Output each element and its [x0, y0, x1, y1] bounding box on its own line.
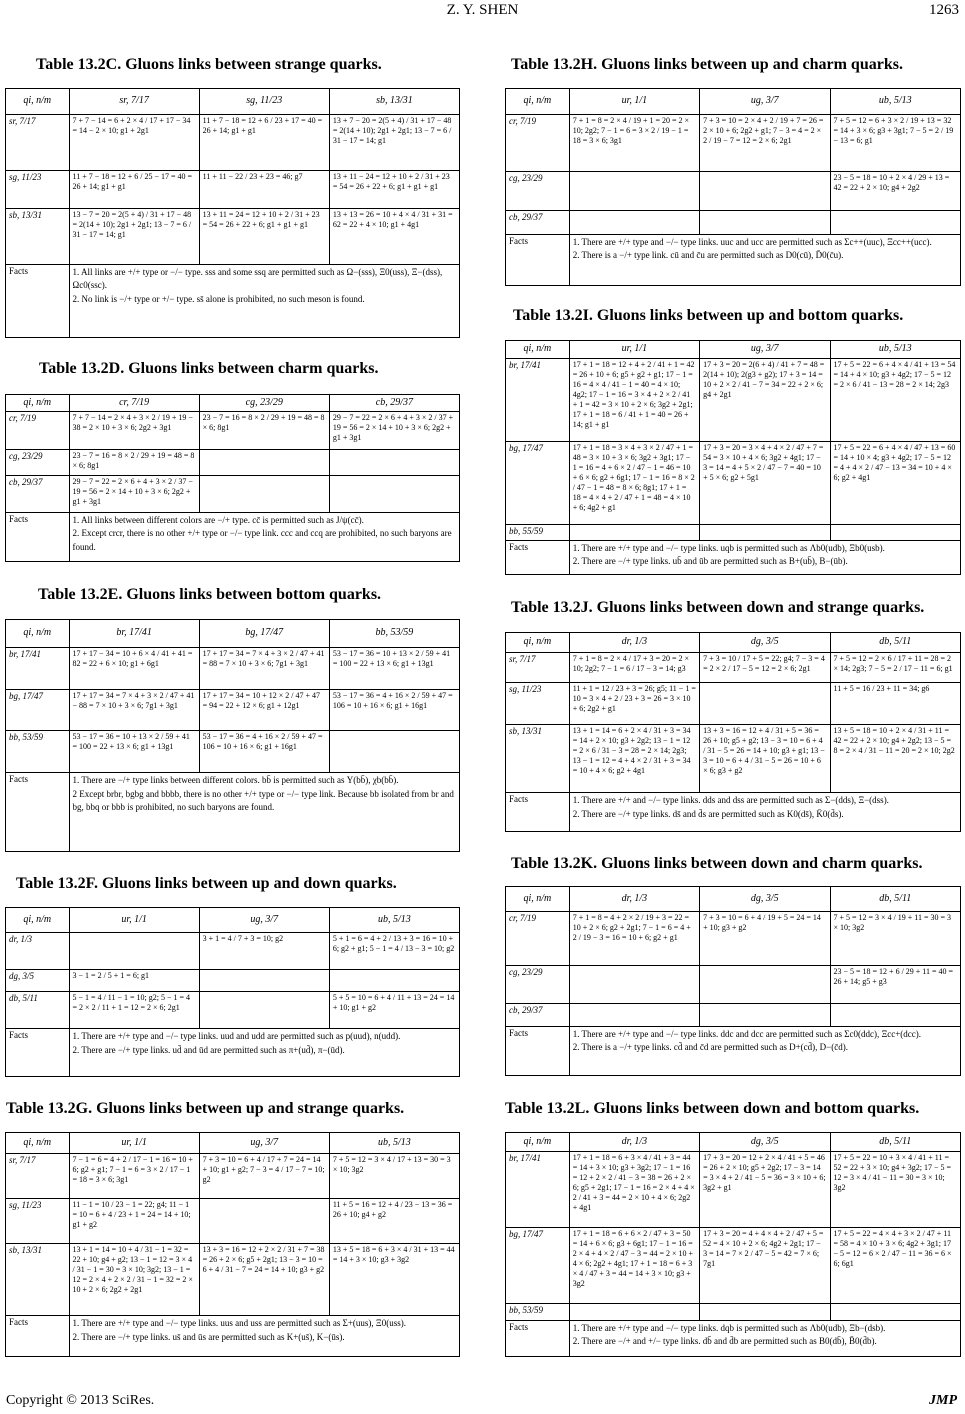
table-row: [6, 412, 460, 449]
table-cell: 7 + 1 = 8 = 2 × 4 / 17 + 3 = 20 = 2 × 10; 2g2; 7 − 1 = 6 / 17 − 3 = 14; g3: [569, 652, 699, 682]
column-header: sg, 11/23: [199, 89, 329, 115]
table-cell: 17 + 1 = 18 = 6 + 6 × 2 / 47 + 3 = 50 = 14 + 6 × 6; g3 + 6g1; 17 − 1 = 16 = 2 × 4 + 4 × 2 / 47 − 3 = 44 = 2 × 10 + 4 × 6; 2g2 + 4g1; 17 + 1 = 18 = 6 + 3 × 4 / 47 + 3 = 44 = 14 + 3 × 10; g3 + 3g2: [569, 1227, 699, 1303]
table-cell: 7 − 1 = 6 = 4 + 2 / 17 − 1 = 16 = 10 + 6; g2 + g1; 7 − 1 = 6 = 3 × 2 / 17 − 1 = 18 = 3 × 6; 3g1: [69, 1154, 199, 1199]
table-cell: 17 + 3 = 20 = 12 + 2 × 4 / 41 + 5 = 46 = 26 + 2 × 10; g5 + 2g2; 17 − 3 = 14 = 3 × 4 + 2 / 41 − 5 = 36 = 3 × 10 + 6; 3g2 + g1: [700, 1151, 830, 1227]
facts-label: Facts: [6, 773, 70, 852]
column-header: dg, 3/5: [700, 887, 830, 912]
table-cell: 17 + 1 = 18 = 3 × 4 + 3 × 2 / 47 + 1 = 48 = 3 × 10 + 3 × 6; 3g2 + 3g1; 17 − 1 = 16 = 4 + 6 × 2 / 47 − 1 = 46 = 10 + 6 × 6; g2 + 6g1; 17 − 1 = 16 = 8 × 2 / 47 − 1 = 48 = 8 × 6; 8g1; 17 + 1 = 18 = 4 × 4 + 2 / 47 + 1 = 48 = 4 × 10 + 6; 4g2 + g1: [569, 441, 699, 524]
facts-label: Facts: [506, 234, 570, 285]
table-g: [5, 1132, 460, 1357]
column-header: db, 5/11: [830, 633, 960, 653]
facts-label: Facts: [506, 1026, 570, 1075]
facts-list: [69, 773, 459, 852]
corner-cell: qi, n/m: [506, 1133, 570, 1152]
table-header-row: [506, 341, 961, 359]
table-cell: 53 − 17 = 36 = 10 + 13 × 2 / 59 + 41 = 100 = 22 + 13 × 6; g1 + 13g1: [69, 731, 199, 773]
table-cell: 7 + 7 − 14 = 6 + 2 × 4 / 17 + 17 − 34 = 14 − 2 × 10; g1 + 2g1: [69, 115, 199, 171]
table-cell: 13 + 5 = 18 = 6 + 3 × 4 / 31 + 13 = 44 = 14 + 3 × 10; g3 + 3g2: [329, 1243, 459, 1315]
table-cell: 7 + 3 = 10 = 6 + 4 / 17 + 7 = 24 = 14 + 10; g1 + g2; 7 − 3 = 4 / 17 − 7 = 10; g2: [199, 1154, 329, 1199]
row-header: bb, 53/59: [6, 731, 70, 773]
row-header: db, 5/11: [6, 992, 70, 1029]
facts-row: [506, 540, 961, 574]
column-header: ub, 5/13: [830, 89, 960, 115]
facts-row: [506, 1320, 961, 1356]
facts-list: [569, 793, 960, 832]
table-header-row: [6, 908, 460, 933]
column-header: dr, 1/3: [569, 887, 699, 912]
table-cell: 11 + 7 − 18 = 12 + 6 / 23 + 17 = 40 = 26 + 14; g1 + g1: [199, 115, 329, 171]
table-cell: 17 + 1 = 18 = 6 + 3 × 4 / 41 + 3 = 44 = 14 + 3 × 10; g3 + 3g2; 17 − 1 = 16 = 12 + 2 × 2 / 41 − 3 = 38 = 26 + 2 × 6; g5 + 2g1; 17 − 1 = 16 = 2 × 4 + 4 × 2 / 41 + 3 = 44 = 2 × 10 + 4 × 6; 2g2 + 4g1: [569, 1151, 699, 1227]
row-header: cb, 29/37: [506, 1003, 570, 1026]
column-header: dr, 1/3: [569, 633, 699, 653]
row-header: br, 17/41: [6, 648, 70, 690]
table-row: [6, 170, 460, 209]
table-k-title: Table 13.2K. Gluons links between down and charm quarks.: [511, 855, 923, 872]
facts-list: [69, 264, 459, 337]
corner-cell: qi, n/m: [6, 908, 70, 933]
table-cell: [199, 969, 329, 992]
table-cell: 11 + 5 = 16 = 12 + 4 / 23 − 13 = 36 = 26 + 10; g4 + g2: [329, 1199, 459, 1244]
table-cell: 17 + 17 = 34 = 10 + 12 × 2 / 47 + 47 = 94 = 22 + 12 × 6; g1 + 12g1: [199, 689, 329, 731]
facts-row: [6, 512, 460, 561]
table-cell: 7 + 5 = 12 = 6 + 3 × 2 / 19 + 13 = 32 = 14 + 3 × 6; g3 + 3g1; 7 − 5 = 2 / 19 − 13 = 6; g1: [830, 115, 960, 171]
row-header: bg, 17/47: [506, 1227, 570, 1303]
table-row: [6, 969, 460, 992]
row-header: dr, 1/3: [6, 932, 70, 969]
table-cell: [700, 966, 830, 1004]
table-cell: [700, 524, 830, 540]
table-cell: 17 + 5 = 22 = 6 + 4 × 4 / 47 + 13 = 60 = 14 + 10 × 4; g3 + 4g2; 17 − 5 = 12 = 4 + 4 × 2 / 47 − 13 = 34 = 10 + 4 × 6; g2 + 4g1: [830, 441, 960, 524]
fact-item: 1. All links between different colors are −/+ type. cc̄ is permitted such as J/ψ(cc̄).: [72, 514, 364, 525]
table-c-title: Table 13.2C. Gluons links between strange quarks.: [36, 56, 382, 73]
fact-item: 2. There is a −/+ type links. cd̄ and c̄d are permitted such as D+(cd̄), D−(c̄d).: [572, 1042, 848, 1053]
table-cell: 17 + 5 = 22 = 4 × 4 + 3 × 2 / 47 + 11 = 58 = 4 × 10 + 3 × 6; 4g2 + 3g1; 17 − 5 = 12 = 6 × 2 / 47 − 11 = 36 = 6 × 6; 6g1: [830, 1227, 960, 1303]
table-cell: 17 + 5 = 22 = 6 + 4 × 4 / 41 + 13 = 54 = 14 + 4 × 10; g3 + 4g2; 17 − 5 = 12 = 2 × 6 / 41 − 13 = 28 = 2 × 14; 2g3: [830, 358, 960, 441]
table-cell: 5 + 1 = 6 = 4 + 2 / 13 + 3 = 16 = 10 + 6; g2 + g1; 5 − 1 = 4 / 13 − 3 = 10; g2: [329, 932, 459, 969]
table-row: [506, 1003, 961, 1026]
column-header: db, 5/11: [830, 1133, 960, 1152]
table-cell: [700, 171, 830, 210]
table-header-row: [6, 395, 460, 412]
facts-row: [506, 234, 961, 285]
table-cell: 11 + 7 − 18 = 12 + 6 / 25 − 17 = 40 = 26 + 14; g1 + g1: [69, 170, 199, 209]
fact-item: 2. There are −/+ type links. us̄ and ūs are permitted such as K+(us̄), K−(ūs).: [72, 1331, 345, 1342]
table-c: [5, 88, 460, 338]
facts-label: Facts: [6, 1029, 70, 1077]
row-header: sg, 11/23: [6, 170, 70, 209]
facts-row: [6, 264, 460, 337]
table-cell: 7 + 3 = 10 / 17 + 5 = 22; g4; 7 − 3 = 4 = 2 × 2 / 17 − 5 = 12 = 2 × 6; 2g1: [700, 652, 830, 682]
table-header-row: [6, 1133, 460, 1154]
table-cell: [569, 171, 699, 210]
table-cell: [830, 1303, 960, 1320]
table-cell: [199, 475, 329, 512]
corner-cell: qi, n/m: [506, 887, 570, 912]
facts-row: [6, 1029, 460, 1077]
table-cell: 53 − 17 = 36 = 10 + 13 × 2 / 59 + 41 = 100 = 22 + 13 × 6; g1 + 13g1: [329, 648, 459, 690]
table-cell: 17 + 17 = 34 = 7 × 4 + 3 × 2 / 47 + 41 − 88 = 7 × 10 + 3 × 6; 7g1 + 3g1: [69, 689, 199, 731]
table-row: [506, 115, 961, 171]
facts-row: [6, 773, 460, 852]
table-cell: 17 + 17 = 34 = 7 × 4 + 3 × 2 / 47 + 41 = 88 = 7 × 10 + 3 × 6; 7g1 + 3g1: [199, 648, 329, 690]
column-header: dg, 3/5: [700, 1133, 830, 1152]
journal-abbrev: JMP: [929, 1393, 957, 1408]
table-row: [506, 210, 961, 234]
table-cell: [199, 449, 329, 475]
facts-label: Facts: [6, 1316, 70, 1357]
table-row: [6, 1199, 460, 1244]
column-header: ug, 3/7: [700, 341, 830, 359]
fact-item: 1. There are +/+ type and −/− type links. uus and uss are permitted such as Σ+(uus), Ξ0(uss).: [72, 1318, 406, 1329]
facts-label: Facts: [506, 540, 570, 574]
table-l: [505, 1132, 961, 1357]
table-cell: 7 + 3 = 10 = 2 × 4 + 2 / 19 + 7 = 26 = 2 × 10 + 6; 2g2 + g1; 7 − 3 = 4 = 2 × 2 / 19 − 7 = 12 = 2 × 6; 2g1: [700, 115, 830, 171]
table-cell: 3 − 1 = 2 / 5 + 1 = 6; g1: [69, 969, 199, 992]
table-cell: 13 + 3 = 16 = 12 + 2 × 2 / 31 + 7 = 38 = 26 + 2 × 6; g5 + 2g1; 13 − 3 = 10 = 6 + 4 / 31 − 7 = 24 = 14 + 10; g3 + g2: [199, 1243, 329, 1315]
corner-cell: qi, n/m: [6, 1133, 70, 1154]
table-cell: [830, 1003, 960, 1026]
table-cell: [700, 1003, 830, 1026]
table-cell: 11 + 5 = 16 / 23 + 11 = 34; g6: [830, 682, 960, 725]
table-row: [6, 1243, 460, 1315]
page-number: 1263: [929, 2, 959, 18]
table-j-title: Table 13.2J. Gluons links between down and strange quarks.: [511, 599, 925, 616]
facts-row: [506, 1026, 961, 1075]
column-header: bb, 53/59: [329, 620, 459, 648]
table-cell: 17 + 17 − 34 = 10 + 6 × 4 / 41 + 41 = 82 = 22 + 6 × 10; g1 + 6g1: [69, 648, 199, 690]
column-header: dr, 1/3: [569, 1133, 699, 1152]
row-header: cg, 23/29: [506, 966, 570, 1004]
fact-item: 2. There is a −/+ type link. cū and c̄u are permitted such as D0(cū), D̄0(c̄u).: [572, 250, 844, 261]
table-cell: 7 + 1 = 8 = 2 × 4 / 19 + 1 = 20 = 2 × 10; 2g2; 7 − 1 = 6 = 3 × 2 / 19 − 1 = 18 = 3 × 6; 3g1: [569, 115, 699, 171]
table-row: [506, 1151, 961, 1227]
corner-cell: qi, n/m: [506, 341, 570, 359]
row-header: sr, 7/17: [506, 652, 570, 682]
facts-label: Facts: [506, 793, 570, 832]
table-row: [6, 689, 460, 731]
table-cell: [329, 969, 459, 992]
facts-list: [69, 1316, 459, 1357]
table-cell: 13 + 1 = 14 = 10 + 4 / 31 − 1 = 32 = 22 + 10; g4 + g2; 13 − 1 = 12 = 3 × 4 / 31 − 1 = 30 = 3 × 10; 3g2; 13 − 1 = 12 = 2 × 4 + 2 × 2 / 31 − 1 = 32 = 2 × 10 + 2 × 6; 2g2 + 2g1: [69, 1243, 199, 1315]
fact-item: 1. All links are +/+ type or −/− type. sss and some ssq are permitted such as Ω−(sss), Ξ0(uss), Ξ−(dss), Ωc0(ssc).: [72, 266, 443, 291]
facts-list: [569, 1026, 960, 1075]
table-cell: [700, 210, 830, 234]
table-cell: [700, 1303, 830, 1320]
table-row: [6, 648, 460, 690]
table-cell: [830, 210, 960, 234]
table-d-title: Table 13.2D. Gluons links between charm quarks.: [39, 360, 379, 377]
column-header: br, 17/41: [69, 620, 199, 648]
row-header: sb, 13/31: [6, 1243, 70, 1315]
facts-label: Facts: [506, 1320, 570, 1356]
table-cell: 53 − 17 = 36 = 4 + 16 × 2 / 59 + 47 = 106 = 10 + 16 × 6; g1 + 16g1: [199, 731, 329, 773]
table-header-row: [506, 887, 961, 912]
row-header: cg, 23/29: [6, 449, 70, 475]
table-row: [506, 524, 961, 540]
fact-item: 2. No link is −/+ type or +/− type. ss̄ alone is prohibited, no such meson is found.: [72, 293, 365, 304]
table-row: [6, 475, 460, 512]
table-l-title: Table 13.2L. Gluons links between down and bottom quarks.: [505, 1100, 920, 1117]
fact-item: 2. Except crcr, there is no other +/+ type or −/− type link. ccc and ccq are prohibited, no such baryons are found.: [72, 528, 452, 552]
table-row: [6, 209, 460, 265]
table-cell: 7 + 3 = 10 = 6 + 4 / 19 + 5 = 24 = 14 + 10; g3 + g2: [700, 912, 830, 966]
table-h-title: Table 13.2H. Gluons links between up and charm quarks.: [511, 56, 903, 73]
column-header: ug, 3/7: [199, 908, 329, 933]
table-cell: 11 − 1 = 10 / 23 − 1 = 22; g4; 11 − 1 = 10 = 6 + 4 / 23 + 1 = 24 = 14 + 10; g1 + g2: [69, 1199, 199, 1244]
row-header: sg, 11/23: [6, 1199, 70, 1244]
fact-item: 1. There are +/+ type and −/− type links. uuc and ucc are permitted such as Σc++(uuc), Ξcc++(ucc).: [572, 236, 932, 247]
table-cell: [329, 475, 459, 512]
fact-item: 2. There are −/+ type links. ub̄ and ūb are permitted such as B+(ub̄), B−(ūb).: [572, 556, 848, 567]
table-k: [505, 886, 961, 1076]
table-cell: [199, 1199, 329, 1244]
table-cell: 5 + 5 = 10 = 6 + 4 / 11 + 13 = 24 = 14 + 10; g1 + g2: [329, 992, 459, 1029]
table-row: [6, 932, 460, 969]
row-header: sr, 7/17: [6, 115, 70, 171]
table-cell: 13 + 5 = 18 = 10 + 2 × 4 / 31 + 11 = 42 = 22 + 2 × 10; g4 + 2g2; 13 − 5 = 8 = 2 × 4 / 31 − 11 = 20 = 2 × 10; 2g2: [830, 725, 960, 793]
table-d: [5, 394, 460, 562]
row-header: bb, 55/59: [506, 524, 570, 540]
table-row: [6, 449, 460, 475]
table-row: [506, 358, 961, 441]
fact-item: 2. There are −/+ and +/− type links. db̄ and d̄b are permitted such as B0(db̄), B̄0(d̄b).: [572, 1336, 877, 1347]
table-cell: [199, 992, 329, 1029]
fact-item: 1. There are +/+ type and −/− type links. uud and udd are permitted such as p(uud), n(udd).: [72, 1031, 401, 1042]
table-cell: 29 − 7 = 22 = 2 × 6 + 4 + 3 × 2 / 37 − 19 = 56 = 2 × 14 + 10 + 3 × 6; 2g2 + g1 + 3g1: [69, 475, 199, 512]
table-row: [506, 1303, 961, 1320]
table-cell: 7 + 5 = 12 = 3 × 4 / 17 + 13 = 30 = 3 × 10; 3g2: [329, 1154, 459, 1199]
fact-item: 1. There are +/+ and −/− type links. dds and dss are permitted such as Σ−(dds), Ξ−(dss).: [572, 795, 889, 806]
column-header: sr, 7/17: [69, 89, 199, 115]
facts-row: [6, 1316, 460, 1357]
facts-list: [569, 540, 960, 574]
fact-item: 1. There are −/+ type links between different colors. bb̄ is permitted such as Υ(bb̄), χb(bb̄).: [72, 775, 399, 786]
table-row: [6, 992, 460, 1029]
table-row: [506, 652, 961, 682]
table-cell: [569, 1003, 699, 1026]
column-header: ur, 1/1: [569, 341, 699, 359]
row-header: cb, 29/37: [506, 210, 570, 234]
fact-item: 1. There are +/+ type and −/− type links. uqb is permitted such as Λb0(udb), Ξb0(usb).: [572, 542, 885, 553]
table-cell: [569, 210, 699, 234]
corner-cell: qi, n/m: [6, 89, 70, 115]
table-e-title: Table 13.2E. Gluons links between bottom quarks.: [38, 586, 382, 603]
table-row: [506, 912, 961, 966]
table-h: [505, 88, 961, 286]
facts-list: [569, 234, 960, 285]
table-cell: 23 − 5 = 18 = 10 + 2 × 4 / 29 + 13 = 42 = 22 + 2 × 10; g4 + 2g2: [830, 171, 960, 210]
copyright: Copyright © 2013 SciRes.: [6, 1393, 155, 1408]
table-cell: 53 − 17 = 36 = 4 + 16 × 2 / 59 + 47 = 106 = 10 + 16 × 6; g1 + 16g1: [329, 689, 459, 731]
column-header: bg, 17/47: [199, 620, 329, 648]
table-cell: 23 − 5 = 18 = 12 + 6 / 29 + 11 = 40 = 26 + 14; g5 + g3: [830, 966, 960, 1004]
column-header: dg, 3/5: [700, 633, 830, 653]
table-header-row: [506, 1133, 961, 1152]
row-header: sg, 11/23: [506, 682, 570, 725]
table-header-row: [6, 620, 460, 648]
column-header: ur, 1/1: [569, 89, 699, 115]
table-cell: 29 − 7 = 22 = 2 × 6 + 4 + 3 × 2 / 37 + 19 = 56 = 2 × 14 + 10 + 3 × 6; 2g2 + g1 + 3g1: [329, 412, 459, 449]
row-header: cr, 7/19: [6, 412, 70, 449]
table-cell: 13 + 11 = 24 = 12 + 10 + 2 / 31 + 23 = 54 = 26 + 22 + 6; g1 + g1 + g1: [199, 209, 329, 265]
table-cell: 3 + 1 = 4 / 7 + 3 = 10; g2: [199, 932, 329, 969]
facts-label: Facts: [6, 264, 70, 337]
table-cell: 13 + 11 − 24 = 12 + 10 + 2 / 31 + 23 = 54 = 26 + 22 + 6; g1 + g1 + g1: [329, 170, 459, 209]
corner-cell: qi, n/m: [506, 89, 570, 115]
table-cell: 17 + 3 = 20 = 3 × 4 + 4 × 2 / 47 + 7 = 54 = 3 × 10 + 4 × 6; 3g2 + 4g1; 17 − 3 = 14 = 4 + 5 × 2 / 47 − 7 = 40 = 10 + 5 × 6; g2 + 5g1: [700, 441, 830, 524]
table-row: [506, 725, 961, 793]
table-cell: [69, 932, 199, 969]
table-cell: [329, 449, 459, 475]
table-row: [506, 171, 961, 210]
table-row: [6, 115, 460, 171]
row-header: dg, 3/5: [6, 969, 70, 992]
fact-item: 2. There are −/+ type links. ud̄ and ūd are permitted such as π+(ud̄), π−(ūd).: [72, 1044, 345, 1055]
table-cell: 11 + 11 − 22 / 23 + 23 = 46; g7: [199, 170, 329, 209]
column-header: db, 5/11: [830, 887, 960, 912]
table-f-title: Table 13.2F. Gluons links between up and down quarks.: [16, 875, 397, 892]
column-header: cr, 7/19: [69, 395, 199, 412]
table-row: [6, 1154, 460, 1199]
column-header: ur, 1/1: [69, 908, 199, 933]
table-cell: 17 + 1 = 18 = 12 + 4 + 2 / 41 + 1 = 42 = 26 + 10 + 6; g5 + g2 + g1; 17 − 1 = 16 = 4 × 4 / 41 − 1 = 40 = 4 × 10; 4g2; 17 − 1 = 16 = 3 × 4 + 2 × 2 / 41 + 1 = 42 = 3 × 10 + 2 × 6; 3g2 + 2g1; 17 + 1 = 18 = 6 / 41 + 1 = 40 = 26 + 14; g1 + g1: [569, 358, 699, 441]
column-header: ub, 5/13: [329, 1133, 459, 1154]
table-row: [506, 1227, 961, 1303]
table-header-row: [506, 89, 961, 115]
row-header: cr, 7/19: [506, 912, 570, 966]
fact-item: 1. There are +/+ type and −/− type links. ddc and dcc are permitted such as Σc0(ddc), Ξcc+(dcc).: [572, 1028, 922, 1039]
column-header: cg, 23/29: [199, 395, 329, 412]
table-cell: 13 + 3 = 16 = 12 + 4 / 31 + 5 = 36 = 26 + 10; g5 + g2; 13 − 3 = 10 = 6 + 4 / 31 − 5 = 26 = 14 + 10; g3 + g1; 13 − 3 = 10 = 6 + 4 / 31 − 5 = 26 = 10 + 6 × 6; g3 + g2: [700, 725, 830, 793]
row-header: sr, 7/17: [6, 1154, 70, 1199]
facts-list: [69, 512, 459, 561]
table-header-row: [506, 633, 961, 653]
corner-cell: qi, n/m: [6, 620, 70, 648]
fact-item: 2 Except brbr, bgbg and bbbb, there is no other +/+ type or −/− type link. Because bb isolated from br and bg, bbq or bbb is prohibited, no such baryons are found.: [72, 788, 454, 813]
table-cell: [569, 966, 699, 1004]
row-header: bg, 17/47: [506, 441, 570, 524]
column-header: ug, 3/7: [199, 1133, 329, 1154]
row-header: br, 17/41: [506, 1151, 570, 1227]
row-header: bg, 17/47: [6, 689, 70, 731]
column-header: ug, 3/7: [700, 89, 830, 115]
table-row: [506, 441, 961, 524]
table-cell: 17 + 3 = 20 = 4 + 4 × 4 + 2 / 47 + 5 = 52 = 4 × 10 + 2 × 6; 4g2 + 2g1; 17 − 3 = 14 = 7 × 2 / 47 − 5 = 42 = 7 × 6; 7g1: [700, 1227, 830, 1303]
table-g-title: Table 13.2G. Gluons links between up and strange quarks.: [6, 1100, 405, 1117]
facts-row: [506, 793, 961, 832]
table-cell: 13 + 13 = 26 = 10 + 4 × 4 / 31 + 31 = 62 = 22 + 4 × 10; g1 + 4g1: [329, 209, 459, 265]
table-cell: 7 + 7 − 14 = 2 × 4 + 3 × 2 / 19 + 19 − 38 = 2 × 10 + 3 × 6; 2g2 + 3g1: [69, 412, 199, 449]
facts-list: [69, 1029, 459, 1077]
column-header: ur, 1/1: [69, 1133, 199, 1154]
table-cell: 13 + 1 = 14 = 6 + 2 × 4 / 31 + 3 = 34 = 14 + 2 × 10; g3 + 2g2; 13 − 1 = 12 = 2 × 6 / 31 − 3 = 28 = 2 × 14; 2g3; 13 − 1 = 12 = 4 + 4 × 2 / 31 + 3 = 34 = 10 + 4 × 6; g2 + 4g1: [569, 725, 699, 793]
row-header: cr, 7/19: [506, 115, 570, 171]
column-header: ub, 5/13: [329, 908, 459, 933]
table-f: [5, 907, 460, 1077]
table-cell: 17 + 3 = 20 = 2(6 + 4) / 41 + 7 = 48 = 2(14 + 10); 2(g3 + g2); 17 + 3 = 14 = 10 + 2 × 2 / 41 − 7 = 34 = 22 + 2 × 6; g4 + 2g1: [700, 358, 830, 441]
table-cell: [569, 1303, 699, 1320]
table-j: [505, 632, 961, 832]
fact-item: 1. There are +/+ type and −/− type links. dqb is permitted such as Λb0(udb), Ξb−(dsb).: [572, 1322, 886, 1333]
table-row: [506, 682, 961, 725]
row-header: sb, 13/31: [506, 725, 570, 793]
table-cell: 17 + 5 = 22 = 10 + 3 × 4 / 41 + 11 = 52 = 22 + 3 × 10; g4 + 3g2; 17 − 5 = 12 = 3 × 4 / 41 − 11 = 30 = 3 × 10; 3g2: [830, 1151, 960, 1227]
row-header: cb, 29/37: [6, 475, 70, 512]
table-cell: 11 + 1 = 12 / 23 + 3 = 26; g5; 11 − 1 = 10 = 3 × 4 + 2 / 23 + 3 = 26 = 3 × 10 + 6; 2g2 + g1: [569, 682, 699, 725]
table-cell: 5 − 1 = 4 / 11 − 1 = 10; g2; 5 − 1 = 4 = 2 × 2 / 11 + 1 = 12 = 2 × 6; 2g1: [69, 992, 199, 1029]
table-cell: 7 + 5 = 12 = 2 × 6 / 17 + 11 = 28 = 2 × 14; 2g3; 7 − 5 = 2 / 17 − 11 = 6; g1: [830, 652, 960, 682]
corner-cell: qi, n/m: [506, 633, 570, 653]
table-cell: 7 + 1 = 8 = 4 + 2 × 2 / 19 + 3 = 22 = 10 + 2 × 6; g2 + 2g1; 7 − 1 = 6 = 4 + 2 / 19 − 3 = 16 = 10 + 6; g2 + g1: [569, 912, 699, 966]
corner-cell: qi, n/m: [6, 395, 70, 412]
column-header: sb, 13/31: [329, 89, 459, 115]
table-header-row: [6, 89, 460, 115]
row-header: bb, 53/59: [506, 1303, 570, 1320]
facts-label: Facts: [6, 512, 70, 561]
table-cell: 7 + 5 = 12 = 3 × 4 / 19 + 11 = 30 = 3 × 10; 3g2: [830, 912, 960, 966]
running-title: Z. Y. SHEN: [446, 2, 519, 18]
table-cell: 13 − 7 = 20 = 2(5 + 4) / 31 + 17 − 48 = 2(14 + 10); 2g1 + 2g1; 13 − 7 = 6 / 31 − 17 = 14; g1: [69, 209, 199, 265]
table-cell: [830, 524, 960, 540]
column-header: ub, 5/13: [830, 341, 960, 359]
fact-item: 2. There are −/+ type links. ds̄ and d̄s are permitted such as K0(ds̄), K̄0(d̄s).: [572, 808, 844, 819]
facts-list: [569, 1320, 960, 1356]
table-cell: [569, 524, 699, 540]
table-e: [5, 619, 460, 852]
table-i-title: Table 13.2I. Gluons links between up and bottom quarks.: [513, 307, 904, 324]
table-cell: [700, 682, 830, 725]
column-header: cb, 29/37: [329, 395, 459, 412]
row-header: cg, 23/29: [506, 171, 570, 210]
table-cell: 13 + 7 − 20 = 2(5 + 4) / 31 + 17 − 48 = 2(14 + 10); 2g1 + 2g1; 13 − 7 = 6 / 31 − 17 = 14; g1: [329, 115, 459, 171]
table-row: [506, 966, 961, 1004]
table-cell: 23 − 7 = 16 = 8 × 2 / 29 + 19 = 48 = 8 × 6; 8g1: [69, 449, 199, 475]
table-cell: 23 − 7 = 16 = 8 × 2 / 29 + 19 = 48 = 8 × 6; 8g1: [199, 412, 329, 449]
table-row: [6, 731, 460, 773]
row-header: sb, 13/31: [6, 209, 70, 265]
table-cell: [329, 731, 459, 773]
table-i: [505, 340, 961, 575]
row-header: br, 17/41: [506, 358, 570, 441]
